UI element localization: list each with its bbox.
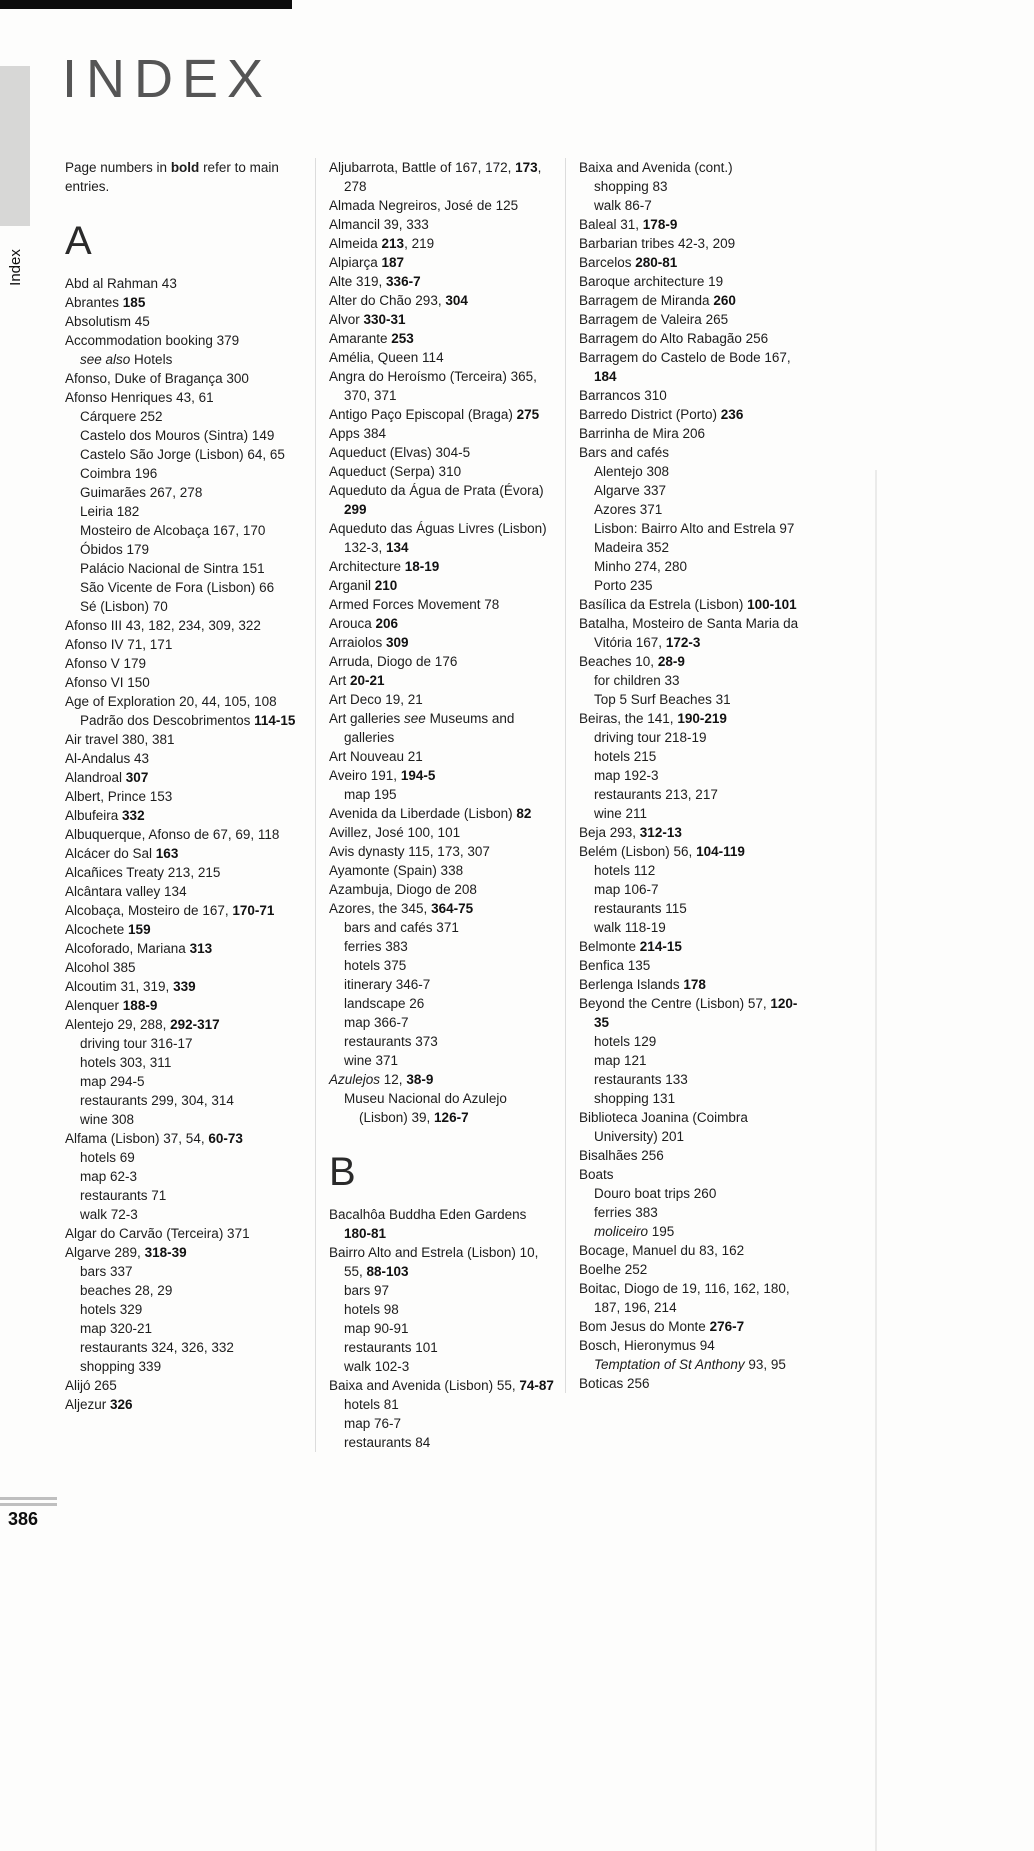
index-subentry: map 195 <box>344 787 397 802</box>
index-entry: Avis dynasty 115, 173, 307 <box>329 844 490 859</box>
index-entry: Boelhe 252 <box>579 1262 648 1277</box>
index-entry: Bars and cafés <box>579 445 670 460</box>
index-subentry: Madeira 352 <box>594 540 670 555</box>
index-column-3 <box>565 158 805 1393</box>
index-entry: Boticas 256 <box>579 1376 650 1391</box>
index-subentry: map 366-7 <box>344 1015 409 1030</box>
index-subentry: driving tour 316-17 <box>80 1036 193 1051</box>
index-subentry: hotels 129 <box>594 1034 657 1049</box>
index-entry: Amarante 253 <box>329 331 414 346</box>
index-subentry: wine 211 <box>594 806 648 821</box>
index-subentry: hotels 112 <box>594 863 656 878</box>
index-entry: Aljezur 326 <box>65 1397 133 1412</box>
index-entry: Barragem de Miranda 260 <box>579 293 736 308</box>
index-entry: Basílica da Estrela (Lisbon) 100-101 <box>579 597 797 612</box>
index-entry: Bosch, Hieronymus 94 <box>579 1338 715 1353</box>
index-entry: Art Deco 19, 21 <box>329 692 423 707</box>
index-entry: Boitac, Diogo de 19, 116, 162, 180, 187, 196, 214 <box>579 1281 790 1315</box>
footer-mark <box>0 1497 57 1506</box>
index-subentry: landscape 26 <box>344 996 425 1011</box>
index-subentry: walk 102-3 <box>344 1359 410 1374</box>
index-subentry: Guimarães 267, 278 <box>80 485 203 500</box>
index-entry: Ayamonte (Spain) 338 <box>329 863 464 878</box>
index-subentry: restaurants 324, 326, 332 <box>80 1340 234 1355</box>
index-entry: Biblioteca Joanina (Coimbra University) 201 <box>579 1110 748 1144</box>
index-entry: Albufeira 332 <box>65 808 145 823</box>
index-subentry: restaurants 84 <box>344 1435 431 1450</box>
index-subentry: map 62-3 <box>80 1169 138 1184</box>
index-entry: Aqueduct (Serpa) 310 <box>329 464 462 479</box>
index-subentry: Algarve 337 <box>594 483 667 498</box>
index-entry: Benfica 135 <box>579 958 651 973</box>
page-number: 386 <box>8 1509 39 1529</box>
index-entry: Azulejos 12, 38-9 <box>329 1072 434 1087</box>
index-subentry: bars 97 <box>344 1283 390 1298</box>
index-entry: Belém (Lisbon) 56, 104-119 <box>579 844 745 859</box>
index-subentry: map 90-91 <box>344 1321 409 1336</box>
index-subentry: Coimbra 196 <box>80 466 158 481</box>
index-entry: Alcácer do Sal 163 <box>65 846 179 861</box>
index-entry: Arouca 206 <box>329 616 399 631</box>
index-entry: Aljubarrota, Battle of 167, 172, 173, 278 <box>329 160 542 194</box>
index-subentry: Cárquere 252 <box>80 409 163 424</box>
index-entry: Alijó 265 <box>65 1378 117 1393</box>
index-subentry: hotels 329 <box>80 1302 143 1317</box>
index-subentry: walk 118-19 <box>594 920 666 935</box>
index-intro: Page numbers in bold refer to main entries. <box>65 160 279 194</box>
index-subentry: shopping 131 <box>594 1091 676 1106</box>
index-subentry: map 320-21 <box>80 1321 153 1336</box>
index-entry: Bocage, Manuel du 83, 162 <box>579 1243 745 1258</box>
index-entry: Alfama (Lisbon) 37, 54, 60-73 <box>65 1131 243 1146</box>
index-entry: Alte 319, 336-7 <box>329 274 421 289</box>
section-letter: B <box>329 1150 356 1194</box>
index-subentry: São Vicente de Fora (Lisbon) 66 <box>80 580 275 595</box>
section-letter: A <box>65 219 92 263</box>
index-subentry: Porto 235 <box>594 578 653 593</box>
index-subentry: ferries 383 <box>594 1205 658 1220</box>
index-subentry: hotels 69 <box>80 1150 135 1165</box>
index-entry: Beiras, the 141, 190-219 <box>579 711 727 726</box>
page-top-edge-bar <box>0 0 292 9</box>
section-side-tab <box>0 66 30 226</box>
index-subentry: map 294-5 <box>80 1074 145 1089</box>
index-entry: Almeida 213, 219 <box>329 236 435 251</box>
index-subentry: Castelo São Jorge (Lisbon) 64, 65 <box>80 447 285 462</box>
index-subentry: wine 308 <box>80 1112 135 1127</box>
index-entry: Beaches 10, 28-9 <box>579 654 685 669</box>
page-gutter-shadow <box>875 470 877 1851</box>
index-entry: Baixa and Avenida (cont.) <box>579 160 733 175</box>
index-entry: Batalha, Mosteiro de Santa Maria da Vitória 167, 172-3 <box>579 616 799 650</box>
index-entry: Alcohol 385 <box>65 960 136 975</box>
index-entry: Barrinha de Mira 206 <box>579 426 706 441</box>
index-subentry: for children 33 <box>594 673 680 688</box>
index-entry: Air travel 380, 381 <box>65 732 175 747</box>
index-entry: Avillez, José 100, 101 <box>329 825 461 840</box>
index-entry: Arraiolos 309 <box>329 635 409 650</box>
index-subentry: walk 72-3 <box>80 1207 138 1222</box>
index-entry: Aqueduto das Águas Livres (Lisbon) 132-3, 134 <box>329 521 547 555</box>
index-subentry: hotels 98 <box>344 1302 399 1317</box>
index-entry: Alcoforado, Mariana 313 <box>65 941 213 956</box>
index-entry: Art galleries see Museums and galleries <box>329 711 515 745</box>
index-subentry: restaurants 101 <box>344 1340 438 1355</box>
index-entry: Aqueduct (Elvas) 304-5 <box>329 445 471 460</box>
index-entry: Beyond the Centre (Lisbon) 57, 120-35 <box>579 996 798 1030</box>
index-entry: Alenquer 188-9 <box>65 998 158 1013</box>
index-entry: Alcântara valley 134 <box>65 884 187 899</box>
index-subentry: hotels 215 <box>594 749 657 764</box>
index-entry: Barredo District (Porto) 236 <box>579 407 744 422</box>
index-entry: Alter do Chão 293, 304 <box>329 293 468 308</box>
index-subentry: map 76-7 <box>344 1416 402 1431</box>
index-entry: Abrantes 185 <box>65 295 146 310</box>
page-title: INDEX <box>62 49 273 109</box>
index-subentry: Sé (Lisbon) 70 <box>80 599 168 614</box>
index-subentry: driving tour 218-19 <box>594 730 707 745</box>
index-subentry: Lisbon: Bairro Alto and Estrela 97 <box>594 521 795 536</box>
section-side-tab-label <box>0 230 30 304</box>
index-subentry: Castelo dos Mouros (Sintra) 149 <box>80 428 275 443</box>
index-entry: Barragem de Valeira 265 <box>579 312 729 327</box>
index-subentry: beaches 28, 29 <box>80 1283 173 1298</box>
index-subentry: restaurants 133 <box>594 1072 688 1087</box>
index-entry: Avenida da Liberdade (Lisbon) 82 <box>329 806 532 821</box>
index-subentry: Temptation of St Anthony 93, 95 <box>594 1357 786 1372</box>
index-entry: Alandroal 307 <box>65 770 149 785</box>
index-subentry: see also Hotels <box>80 352 173 367</box>
index-subentry: moliceiro 195 <box>594 1224 675 1239</box>
index-subentry: Mosteiro de Alcobaça 167, 170 <box>80 523 266 538</box>
index-entry: Beja 293, 312-13 <box>579 825 682 840</box>
index-entry: Bacalhôa Buddha Eden Gardens 180-81 <box>329 1207 527 1241</box>
index-subentry: itinerary 346-7 <box>344 977 431 992</box>
index-entry: Bairro Alto and Estrela (Lisbon) 10, 55, 88-103 <box>329 1245 539 1279</box>
index-subentry: restaurants 213, 217 <box>594 787 718 802</box>
index-entry: Bom Jesus do Monte 276-7 <box>579 1319 745 1334</box>
index-entry: Accommodation booking 379 <box>65 333 240 348</box>
index-entry: Barcelos 280-81 <box>579 255 678 270</box>
index-entry: Art Nouveau 21 <box>329 749 423 764</box>
index-entry: Afonso V 179 <box>65 656 147 671</box>
index-entry: Berlenga Islands 178 <box>579 977 706 992</box>
index-columns <box>65 158 805 1452</box>
index-entry: Barbarian tribes 42-3, 209 <box>579 236 736 251</box>
index-entry: Baleal 31, 178-9 <box>579 217 678 232</box>
index-entry: Afonso, Duke of Bragança 300 <box>65 371 249 386</box>
index-entry: Arruda, Diogo de 176 <box>329 654 458 669</box>
index-entry: Afonso Henriques 43, 61 <box>65 390 214 405</box>
index-entry: Alvor 330-31 <box>329 312 406 327</box>
index-entry: Azambuja, Diogo de 208 <box>329 882 477 897</box>
index-entry: Almancil 39, 333 <box>329 217 429 232</box>
index-entry: Albert, Prince 153 <box>65 789 173 804</box>
index-entry: Afonso IV 71, 171 <box>65 637 173 652</box>
section-side-tab-label-text: Index <box>6 248 24 286</box>
index-entry: Alcañices Treaty 213, 215 <box>65 865 221 880</box>
index-entry: Afonso VI 150 <box>65 675 150 690</box>
index-entry: Baixa and Avenida (Lisbon) 55, 74-87 <box>329 1378 554 1393</box>
index-subentry: restaurants 71 <box>80 1188 167 1203</box>
index-entry: Boats <box>579 1167 614 1182</box>
index-entry: Absolutism 45 <box>65 314 150 329</box>
index-entry: Barragem do Castelo de Bode 167, 184 <box>579 350 791 384</box>
index-entry: Azores, the 345, 364-75 <box>329 901 474 916</box>
index-subentry: hotels 81 <box>344 1397 399 1412</box>
index-entry: Albuquerque, Afonso de 67, 69, 118 <box>65 827 280 842</box>
index-entry: Arganil 210 <box>329 578 398 593</box>
index-entry: Almada Negreiros, José de 125 <box>329 198 519 213</box>
index-subentry: restaurants 299, 304, 314 <box>80 1093 234 1108</box>
index-entry: Barragem do Alto Rabagão 256 <box>579 331 769 346</box>
index-entry: Abd al Rahman 43 <box>65 276 177 291</box>
index-subentry: map 106-7 <box>594 882 659 897</box>
index-subentry: map 121 <box>594 1053 647 1068</box>
index-subentry: hotels 303, 311 <box>80 1055 172 1070</box>
index-subentry: restaurants 373 <box>344 1034 438 1049</box>
index-subentry: wine 371 <box>344 1053 399 1068</box>
index-subentry: hotels 375 <box>344 958 407 973</box>
index-entry: Art 20-21 <box>329 673 385 688</box>
index-subentry: bars and cafés 371 <box>344 920 459 935</box>
index-entry: Alpiarça 187 <box>329 255 405 270</box>
index-entry: Angra do Heroísmo (Terceira) 365, 370, 371 <box>329 369 537 403</box>
index-entry: Alcochete 159 <box>65 922 151 937</box>
index-entry: Aveiro 191, 194-5 <box>329 768 436 783</box>
index-column-2 <box>315 158 555 1452</box>
index-entry: Barrancos 310 <box>579 388 667 403</box>
index-subentry: bars 337 <box>80 1264 133 1279</box>
index-subentry: Azores 371 <box>594 502 663 517</box>
index-subentry: Top 5 Surf Beaches 31 <box>594 692 731 707</box>
index-entry: Architecture 18-19 <box>329 559 440 574</box>
index-entry: Armed Forces Movement 78 <box>329 597 500 612</box>
index-subentry: ferries 383 <box>344 939 408 954</box>
index-entry: Age of Exploration 20, 44, 105, 108 <box>65 694 277 709</box>
index-subentry: Museu Nacional do Azulejo (Lisbon) 39, 126-7 <box>344 1091 507 1125</box>
index-entry: Algar do Carvão (Terceira) 371 <box>65 1226 250 1241</box>
index-entry: Afonso III 43, 182, 234, 309, 322 <box>65 618 261 633</box>
index-entry: Alentejo 29, 288, 292-317 <box>65 1017 220 1032</box>
index-entry: Al-Andalus 43 <box>65 751 150 766</box>
index-entry: Apps 384 <box>329 426 387 441</box>
index-subentry: Óbidos 179 <box>80 542 150 557</box>
index-entry: Alcoutim 31, 319, 339 <box>65 979 196 994</box>
index-entry: Baroque architecture 19 <box>579 274 724 289</box>
index-subentry: shopping 339 <box>80 1359 162 1374</box>
index-subentry: shopping 83 <box>594 179 668 194</box>
index-subentry: Padrão dos Descobrimentos 114-15 <box>80 713 296 728</box>
index-entry: Alcobaça, Mosteiro de 167, 170-71 <box>65 903 275 918</box>
index-subentry: walk 86-7 <box>594 198 652 213</box>
index-subentry: Douro boat trips 260 <box>594 1186 717 1201</box>
index-entry: Aqueduto da Água de Prata (Évora) 299 <box>329 483 544 517</box>
index-subentry: restaurants 115 <box>594 901 687 916</box>
index-subentry: Minho 274, 280 <box>594 559 688 574</box>
index-subentry: map 192-3 <box>594 768 659 783</box>
index-entry: Amélia, Queen 114 <box>329 350 444 365</box>
index-column-1 <box>65 158 305 1414</box>
index-entry: Bisalhães 256 <box>579 1148 664 1163</box>
index-subentry: Palácio Nacional de Sintra 151 <box>80 561 265 576</box>
index-entry: Algarve 289, 318-39 <box>65 1245 187 1260</box>
index-entry: Belmonte 214-15 <box>579 939 682 954</box>
index-subentry: Leiria 182 <box>80 504 140 519</box>
index-subentry: Alentejo 308 <box>594 464 670 479</box>
index-entry: Antigo Paço Episcopal (Braga) 275 <box>329 407 540 422</box>
